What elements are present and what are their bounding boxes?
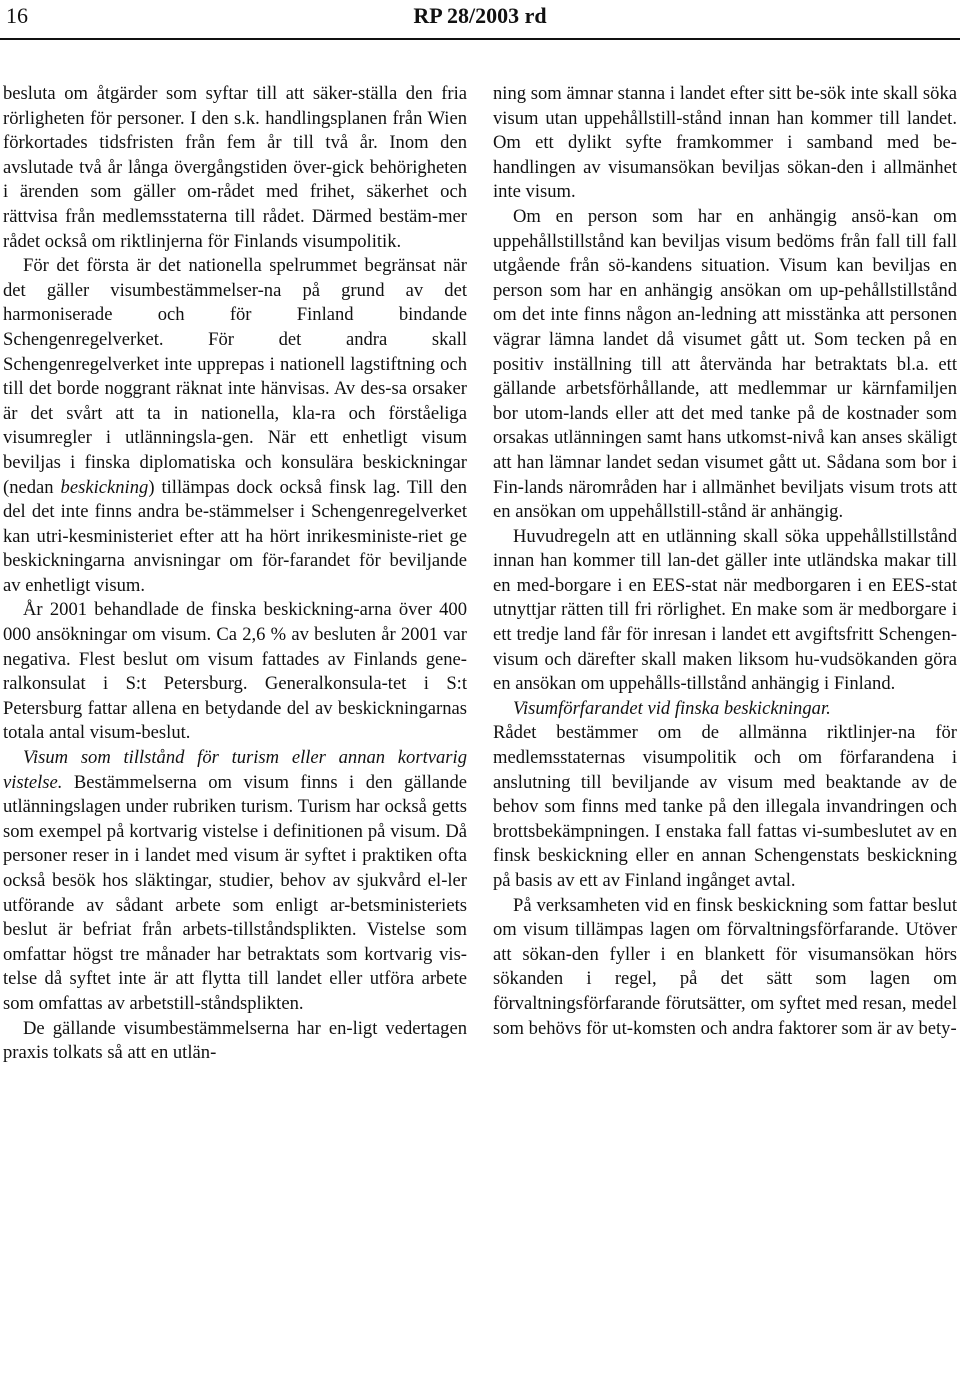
paragraph-text: ) tillämpas dock också finsk lag. Till den del det inte finns andra be-stämmelser i Schengenregelverket kan utri-kesministeriet efter att ha hört inrikesministe-riet ge beskickningarna anvisningar om för-farandet för beviljande av enhetligt visum. — [3, 476, 467, 596]
paragraph: ning som ämnar stanna i landet efter sitt be-sök inte skall söka visum utan uppehållstill-stånd innan han kommer till landet. Om ett dylikt syfte framkommer i samband med be-handlingen av visumansökan beviljas sökan-den i allmänhet inte visum. — [493, 83, 957, 203]
paragraph: År 2001 behandlade de finska beskickning-arna över 400 000 ansökningar om visum. Ca 2,6 % av besluten år 2001 var negativa. Flest beslut om visum fattades av Finlands gene-ralkonsulat i S:t Petersburg. Generalkonsula-tet i S:t Petersburg fattar allena en betydande del av beskickningarnas totala antal visum-beslut. — [3, 599, 467, 744]
paragraph — [3, 746, 467, 1017]
paragraph: Rådet bestämmer om de allmänna riktlinjer-na för medlemsstaternas visumpolitik och om förfarandena i anslutning till beviljande av visum med beaktande av de behov som finns med tanke på den illegala invandringen och brottsbekämpningen. I enstaka fall fattas vi-sumbeslutet av en finsk beskickning eller en annan Schengenstats beskickning på basis av ett av Finland ingånget avtal. — [493, 722, 957, 891]
paragraph — [3, 254, 467, 598]
section-heading: Visum som tillstånd för turism eller annan kortvarig vistelse. — [3, 747, 467, 793]
paragraph: De gällande visumbestämmelserna har en-ligt vedertagen praxis tolkats så att en utlän- — [3, 1017, 467, 1064]
paragraph: På verksamheten vid en finsk beskickning som fattar beslut om visum tillämpas lagen om förvaltningsförfarande. Utöver att sökan-den fyller i en blankett för visumansökan hörs sökanden i regel, på det sätt som lagen om förvaltningsförfarande förutsätter, om syftet med resan, medel som behövs för ut-komsten och andra faktorer som är av bety- — [493, 894, 957, 1039]
paragraph: besluta om åtgärder som syftar till att säker-ställa den fria rörligheten för personer. I den s.k. handlingsplanen från Wien förkortades tidsfristen från fem år till två år. Inom den avslutade två år långa övergångstiden över-gick behörigheten i ärenden som gäller om-rådet med frihet, säkerhet och rättvisa från medlemsstaterna till rådet. Därmed bestäm-mer rådet också om riktlinjerna för Finlands visumpolitik. — [3, 83, 467, 252]
right-column — [493, 82, 957, 1041]
left-column — [3, 82, 467, 1066]
paragraph: Huvudregeln att en utlänning skall söka uppehållstillstånd innan han kommer till lan-det gäller inte utländska makar till en med-borgare i en EES-stat när medborgaren i en EES-stat utnyttjar rätten till fri rörlighet. En make som är medborgare i ett tredje land får för inresan i landet ett avgiftsfritt Schengen-visum och därefter skall maken liksom hu-vudsökanden göra en ansökan om uppehålls-tillstånd anhängig i Finland. — [493, 525, 957, 695]
paragraph-text: För det första är det nationella spelrummet begränsat när det gäller visumbestämmelser-na på grund av det harmoniserade och för Finland bindande Schengenregelverket. För det andra skall Schengenregelverket inte upprepas i nationell lagstiftning och till det borde noggrant räknat inte hänvisas. Av des-sa orsaker är det svårt att ta in nationella, kla-ra och förståeliga visumregler i utlänningsla-gen. När ett enhetligt visum beviljas i finska diplomatiska och konsulära beskickningar (nedan — [3, 255, 467, 498]
section-heading: Visumförfarandet vid finska beskickningar. — [513, 697, 831, 719]
paragraph: Om en person som har en anhängig ansö-kan om uppehållstillstånd kan beviljas visum bedöms från fall till fall utgående från sö-kandens situation. Visum kan beviljas en person som har en anhängig ansökan om up-pehållstillstånd om det inte finns någon an-ledning att misstänka att personen vägrar lämna landet då visumet gått ut. Som tecken på en positiv inställning till att återvända har betraktats bl.a. ett gällande arbetsförhållande, att medlemmar ur kärnfamiljen bor utom-lands eller att det med tanke på de kostnader som orsakas utlänningen samt hans utkomst-nivå kan anses skäligt att han lämnar landet sedan visumet gått ut. Sådana som bor i Fin-lands närområden har i allmänhet beviljats visum trots att en ansökan om uppehållstill-stånd är anhängig. — [493, 205, 957, 523]
page-header — [6, 2, 954, 32]
emphasized-term: beskickning — [60, 476, 149, 498]
document-reference: RP 28/2003 rd — [413, 3, 547, 28]
paragraph-text: Bestämmelserna om visum finns i den gällande utlänningslagen under rubriken turism. Turism har också getts som exempel på kortvarig vistelse i definitionen på visum. Då personer reser in i landet med visum är syftet i praktiken ofta också besök hos släktingar, studier, behov av sjukvård el-ler utförande av sådant arbete som enligt ar-betsministeriets beslut är befriat från arbets-tillståndsplikten. Vistelse som omfattar högst tre månader har betraktats som kortvarig vis-telse då syftet inte är att flytta till landet eller utföra arbete som omfattas av arbetstill-ståndsplikten. — [3, 771, 467, 1014]
paragraph — [493, 697, 957, 722]
header-divider — [0, 38, 960, 40]
page-number: 16 — [6, 3, 28, 28]
